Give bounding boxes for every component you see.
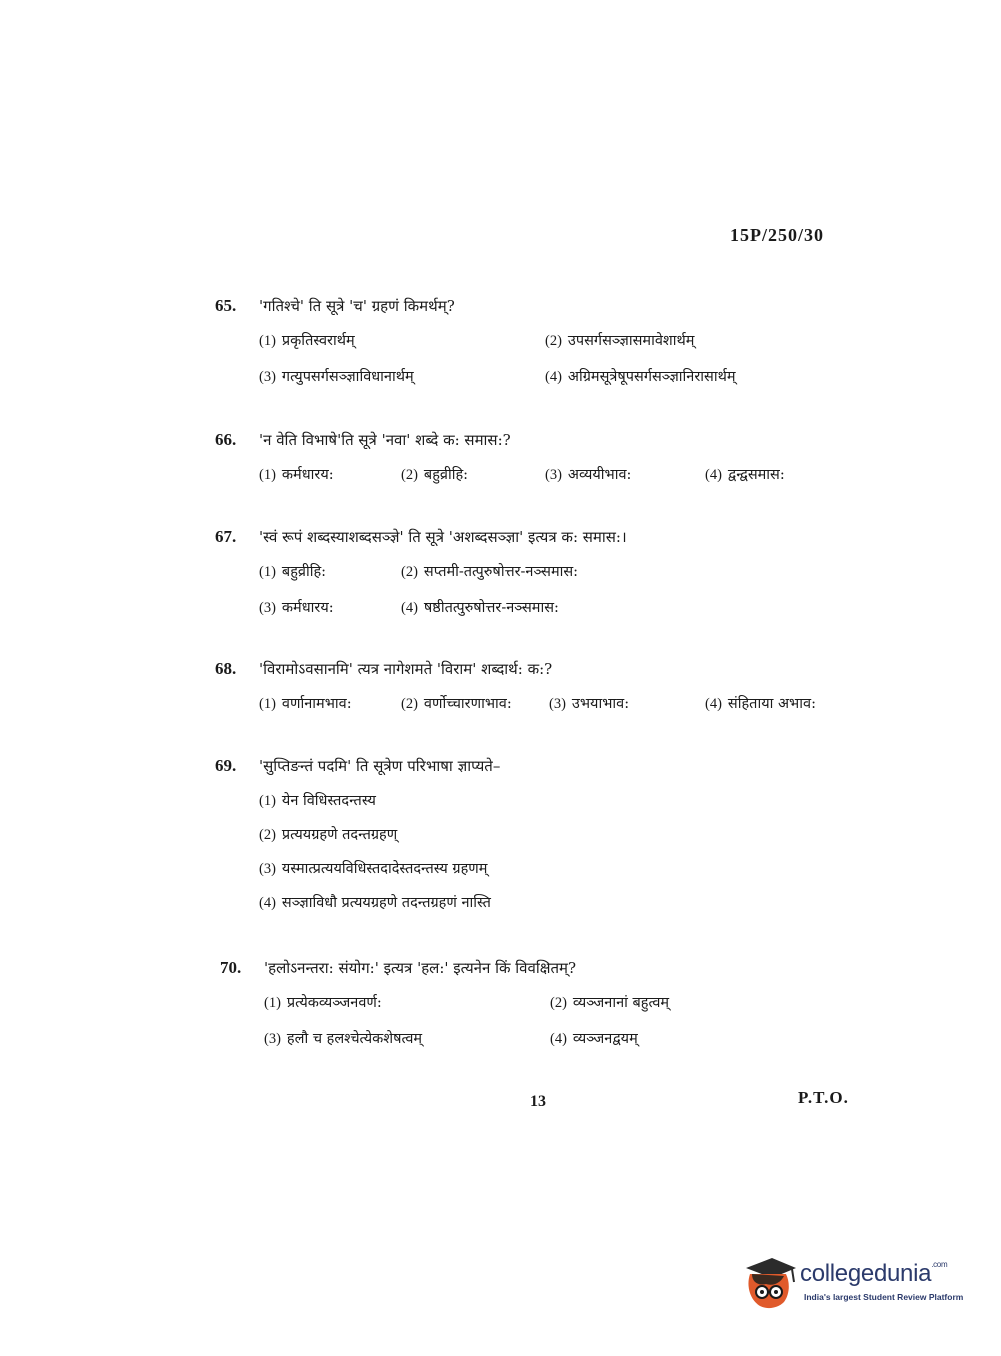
option-3: (3) उभयाभाव: xyxy=(549,696,630,712)
option-2: (2) सप्तमी-तत्पुरुषोत्तर-नञ्समास: xyxy=(401,564,579,580)
option-1: (1) बहुव्रीहि: xyxy=(259,564,327,580)
option-3: (3) कर्मधारय: xyxy=(259,600,334,616)
option-3: (3) गत्युपसर्गसञ्ज्ञाविधानार्थम् xyxy=(259,369,414,385)
logo-tagline: India's largest Student Review Platform xyxy=(804,1292,964,1302)
option-4: (4) अग्रिमसूत्रेषूपसर्गसञ्ज्ञानिरासार्थम् xyxy=(545,369,736,385)
question-text: 'हलोऽनन्तरा: संयोग:' इत्यत्र 'हल:' इत्यनेन किं विवक्षितम्? xyxy=(264,959,577,977)
question-65 xyxy=(215,296,736,402)
option-2: (2) व्यञ्जनानां बहुत्वम् xyxy=(550,995,670,1011)
question-text: 'न वेति विभाषे'ति सूत्रे 'नवा' शब्दे क: समास:? xyxy=(259,431,511,449)
page-number: 13 xyxy=(530,1093,546,1110)
option-2: (2) प्रत्ययग्रहणे तदन्तग्रहण् xyxy=(259,827,398,843)
option-4: (4) षष्ठीतत्पुरुषोत्तर-नञ्समास: xyxy=(401,600,559,616)
question-number: 67. xyxy=(215,527,237,546)
question-number: 66. xyxy=(215,430,237,449)
option-1: (1) वर्णानामभाव: xyxy=(259,696,352,712)
logo-wordmark: collegedunia$^{.com}$ xyxy=(800,1260,948,1287)
question-text: 'स्वं रूपं शब्दस्याशब्दसञ्ज्ञे' ति सूत्रे 'अशब्दसञ्ज्ञा' इत्यत्र क: समास:। xyxy=(259,528,627,546)
option-2: (2) वर्णोच्चारणाभाव: xyxy=(401,696,512,712)
exam-code: 15P/250/30 xyxy=(730,225,824,245)
question-text: 'विरामोऽवसानमि' त्यत्र नागेशमते 'विराम' शब्दार्थ: क:? xyxy=(259,660,553,678)
option-4: (4) द्वन्द्वसमास: xyxy=(705,467,785,483)
question-number: 70. xyxy=(220,958,242,977)
option-1: (1) प्रत्येकव्यञ्जनवर्ण: xyxy=(264,995,382,1011)
option-3: (3) यस्मात्प्रत्ययविधिस्तदादेस्तदन्तस्य ग्रहणम् xyxy=(259,861,488,877)
option-1: (1) येन विधिस्तदन्तस्य xyxy=(259,793,376,809)
option-2: (2) बहुव्रीहि: xyxy=(401,467,469,483)
option-2: (2) उपसर्गसञ्ज्ञासमावेशार्थम् xyxy=(545,333,695,349)
mascot-icon xyxy=(742,1252,798,1312)
question-69 xyxy=(215,756,500,912)
option-4: (4) संहिताया अभाव: xyxy=(705,696,816,712)
question-68 xyxy=(215,659,816,729)
question-66 xyxy=(215,430,785,500)
option-3: (3) अव्ययीभाव: xyxy=(545,467,632,483)
question-67 xyxy=(215,527,627,633)
option-3: (3) हलौ च हलश्चेत्येकशेषत्वम् xyxy=(264,1031,423,1047)
question-text: 'गतिश्चे' ति सूत्रे 'च' ग्रहणं किमर्थम्? xyxy=(259,297,455,315)
pto-label: P.T.O. xyxy=(798,1088,849,1107)
option-1: (1) प्रकृतिस्वरार्थम् xyxy=(259,333,355,349)
collegedunia-logo[interactable] xyxy=(742,1252,972,1312)
option-1: (1) कर्मधारय: xyxy=(259,467,334,483)
question-70 xyxy=(220,958,670,1064)
option-4: (4) व्यञ्जनद्वयम् xyxy=(550,1031,638,1047)
question-number: 65. xyxy=(215,296,237,315)
question-number: 68. xyxy=(215,659,237,678)
option-4: (4) सञ्ज्ञाविधौ प्रत्ययग्रहणे तदन्तग्रहणं नास्ति xyxy=(259,895,491,911)
question-text: 'सुप्तिङन्तं पदमि' ति सूत्रेण परिभाषा ज्ञाप्यते– xyxy=(259,757,501,775)
question-number: 69. xyxy=(215,756,237,775)
